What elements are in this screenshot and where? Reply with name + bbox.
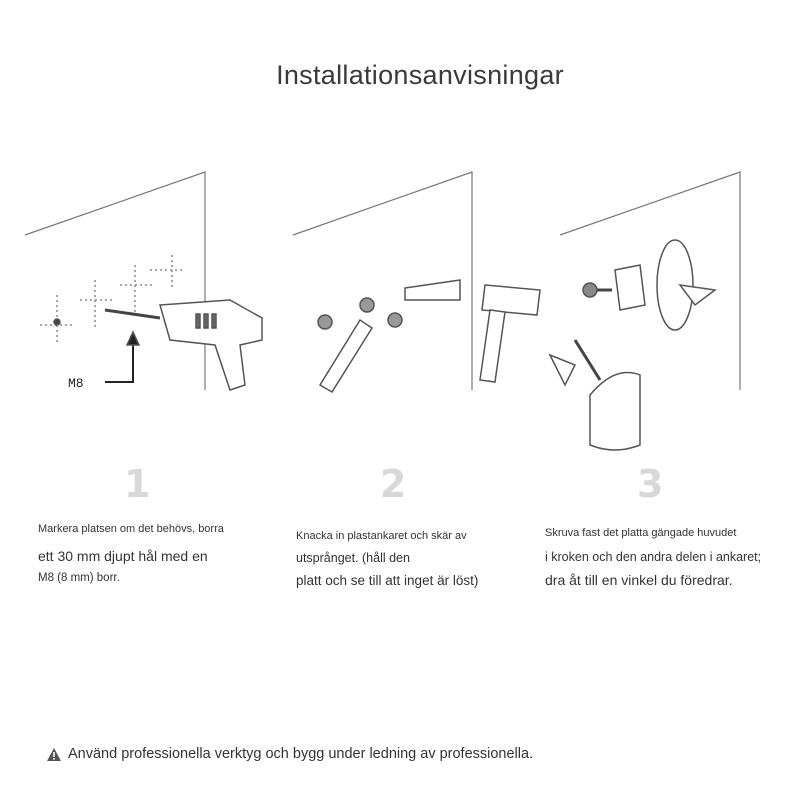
hook-and-screw-icon <box>550 240 715 450</box>
warning-note <box>46 746 533 762</box>
anchor-and-hammer-icon <box>318 280 540 392</box>
m8-label: M8 <box>68 376 84 391</box>
wall-1 <box>25 172 205 390</box>
wall-2 <box>293 172 472 390</box>
step-number-1: 1 <box>124 462 151 506</box>
step-number-3: 3 <box>637 462 664 506</box>
step-3-line-2: i kroken och den andra delen i ankaret; <box>545 550 762 564</box>
drill-icon <box>40 255 262 390</box>
warning-text: Använd professionella verktyg och bygg under ledning av professionella. <box>68 746 534 762</box>
step-2-line-2: utsprånget. (håll den <box>296 551 410 565</box>
step-2-line-1: Knacka in plastankaret och skär av <box>296 530 467 542</box>
step-number-2: 2 <box>380 462 407 506</box>
step-2-line-3: platt och se till att inget är löst) <box>296 573 479 588</box>
page-title: Installationsanvisningar <box>276 60 564 90</box>
step-1-line-3: M8 (8 mm) borr. <box>38 572 120 584</box>
step-3-line-1: Skruva fast det platta gängade huvudet <box>545 527 737 539</box>
step-1-line-1: Markera platsen om det behövs, borra <box>38 523 224 535</box>
step-3-line-3: dra åt till en vinkel du föredrar. <box>545 572 733 588</box>
installation-illustrations <box>0 160 800 460</box>
step-1-line-2: ett 30 mm djupt hål med en <box>38 548 208 564</box>
warning-triangle-icon <box>46 747 62 762</box>
